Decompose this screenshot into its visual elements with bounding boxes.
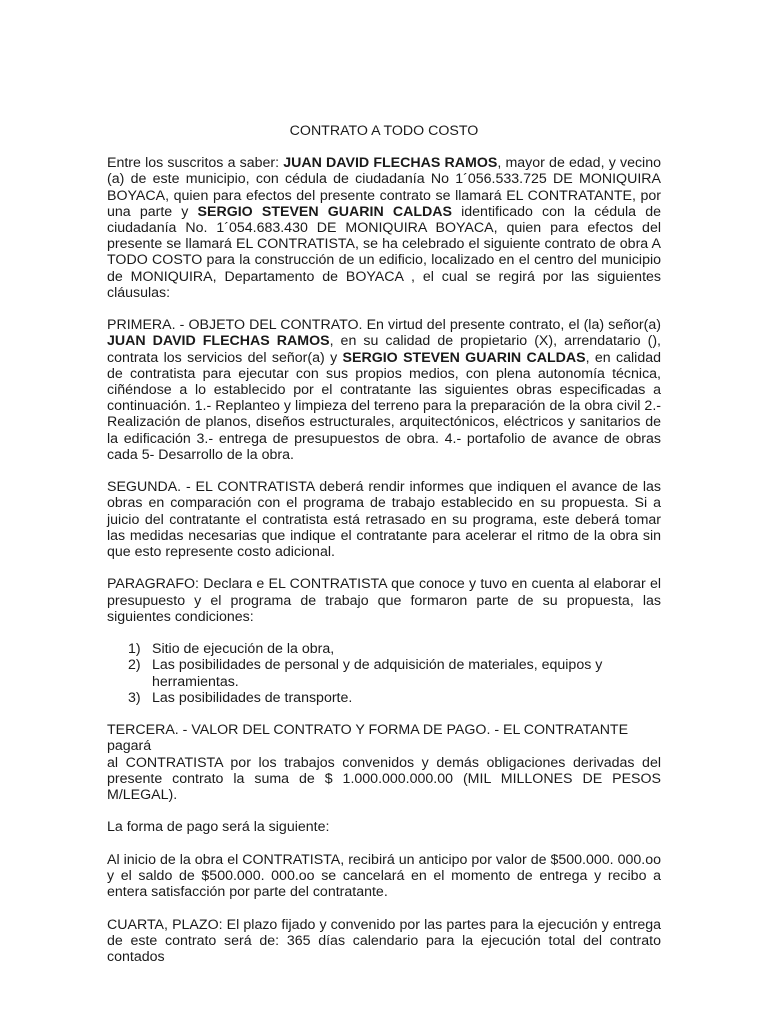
list-item-number: 3) [128,689,141,706]
document-title: CONTRATO A TODO COSTO [289,123,479,139]
primera-text-3: , en calidad de contratista para ejecutar con sus propios medios, con plena autonomía técnica, ciñéndose a lo establecido por el contratante las siguientes obras especificadas a continuación. 1.- Replanteo y limpieza del terreno para la preparación de la obra civil 2.- Realización de planos, diseños estructurales, arquitectónicos, eléctricos y sanitarios de la edificación 3.- entrega de presupuestos de obra. 4.- portafolio de avance de obras cada 5- Desarrollo de la obra. [107,349,661,463]
anticipo-paragraph: Al inicio de la obra el CONTRATISTA, recibirá un anticipo por valor de $500.000. 000.oo y el saldo de $500.000. 000.oo se cancelará en el momento de entrega y recibo a entera satisfacción por parte del contratante. [107,851,661,901]
clause-tercera-heading: TERCERA. - VALOR DEL CONTRATO Y FORMA DE PAGO. - EL CONTRATANTE pagará [107,722,629,755]
contratista-name: SERGIO STEVEN GUARIN CALDAS [197,203,452,220]
contratante-name: JUAN DAVID FLECHAS RAMOS [283,155,498,172]
clause-cuarta: CUARTA, PLAZO: El plazo fijado y convenido por las partes para la ejecución y entrega de este contrato será de: 365 días calendario para la ejecución total del contrato contados [107,916,661,966]
clause-primera [107,317,661,463]
primera-text-1: PRIMERA. - OBJETO DEL CONTRATO. En virtud del presente contrato, el (la) señor(a) [107,317,661,334]
clause-tercera-body: al CONTRATISTA por los trabajos convenidos y demás obligaciones derivadas del presente contrato la suma de $ 1.000.000.000.00 (MIL MILLONES DE PESOS M/LEGAL). [107,754,661,804]
primera-text-2: , en su calidad de propietario (X), arrendatario (), contrata los servicios del señor(a) y [107,333,661,366]
list-item-text: Las posibilidades de transporte. [152,689,353,706]
forma-pago-paragraph: La forma de pago será la siguiente: [107,819,330,836]
intro-text-2: , mayor de edad, y vecino (a) de este municipio, con cédula de ciudadanía No 1´056.533.725 DE MONIQUIRA BOYACA, quien para efectos del presente contrato se llamará EL CONTRATANTE, por una parte y [107,155,661,220]
intro-text-3: identificado con la cédula de ciudadanía No. 1´054.683.430 DE MONIQUIRA BOYACA, quien para efectos del presente se llamará EL CONTRATISTA, se ha celebrado el siguiente contrato de obra A TODO COSTO para la construcción de un edificio, localizado en el centro del municipio de MONIQUIRA, Departamento de BOYACA , el cual se regirá por las siguientes cláusulas: [107,203,661,301]
list-item-number: 1) [128,641,141,658]
list-item [107,657,661,689]
list-item-text: Las posibilidades de personal y de adquisición de materiales, equipos y herramientas. [152,657,603,690]
conditions-list [107,641,661,706]
intro-text-1: Entre los suscritos a saber: [107,155,284,172]
intro-paragraph [107,155,661,301]
paragrafo: PARAGRAFO: Declara e EL CONTRATISTA que conoce y tuvo en cuenta al elaborar el presupuesto y el programa de trabajo que formaron parte de su propuesta, las siguientes condiciones: [107,576,661,625]
document-body [107,123,661,981]
list-item-number: 2) [128,657,141,674]
clause-segunda: SEGUNDA. - EL CONTRATISTA deberá rendir informes que indiquen el avance de las obras en comparación con el programa de trabajo establecido en su propuesta. Si a juicio del contratante el contratista está retrasado en su programa, este deberá tomar las medidas necesarias que indique el contratante para acelerar el ritmo de la obra sin que esto represente costo adicional. [107,479,661,561]
list-item [107,641,661,657]
list-item-text: Sitio de ejecución de la obra, [152,641,335,658]
list-item [107,690,661,706]
primera-contratista-name: SERGIO STEVEN GUARIN CALDAS [342,349,586,366]
primera-contratante-name: JUAN DAVID FLECHAS RAMOS [107,333,330,350]
